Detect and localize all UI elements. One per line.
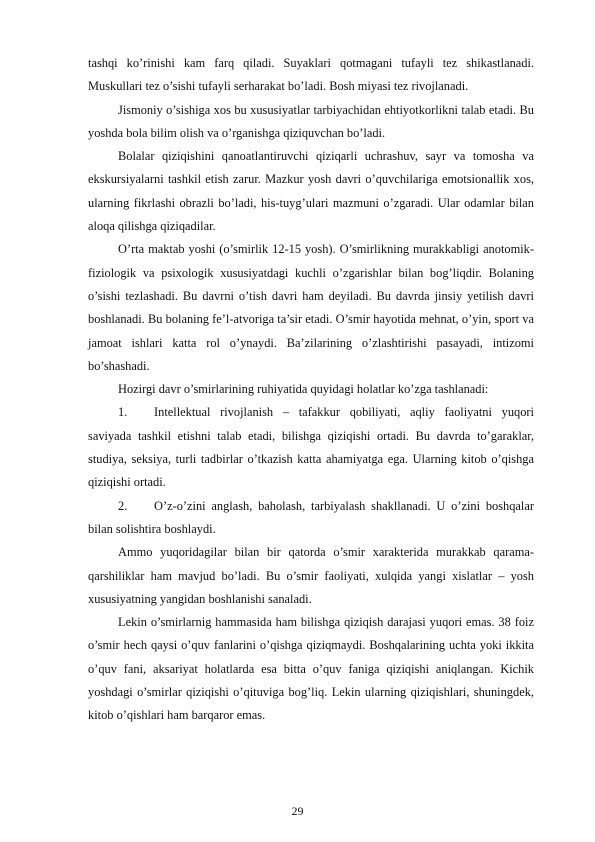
list-item-1-text: Intellektual rivojlanish – tafakkur qobiliyati, aqliy faoliyatni yuqori saviyada tashkil etishni talab etadi, bilishga qiziqishi ortadi. Bu davrda to’garaklar, studiya, seksiya, turli tadbirlar o’tkazish katta ahamiyatga ega. Ularning kitob o’qishga qiziqishi ortadi. <box>88 405 534 490</box>
list-item-2-text: O’z-o’zini anglash, baholash, tarbiyalash shakllanadi. U o’zini boshqalar bilan solishtira boshlaydi. <box>88 498 534 536</box>
document-page <box>88 52 534 728</box>
paragraph-physical-traits: Jismoniy o’sishiga xos bu xususiyatlar tarbiyachidan ehtiyotkorlikni talab etadi. Bu yoshda bola bilim olish va o’rganishga qiziquvchan bo’ladi. <box>88 102 534 140</box>
paragraph-interest-levels: Lekin o’smirlarnig hammasida ham bilishga qiziqish darajasi yuqori emas. 38 foiz o’smir hech qaysi o’quv fanlarini o’qishga qiziqmaydi. Boshqalarining uchta yoki ikkita o’quv fani, aksariyat holatlarda esa bitta o’quv faniga qiziqishi aniqlangan. Kichik yoshdagi o’smirlar qiziqishi o’qituviga bog’liq. Lekin ularning qiziqishlari, shuningdek, kitob o’qishlari ham barqaror emas. <box>88 615 534 723</box>
page-number: 29 <box>291 804 304 818</box>
list-item-2 <box>88 495 534 542</box>
paragraph-current-state: Hozirgi davr o’smirlarining ruhiyatida quyidagi holatlar ko’zga tashlanadi: <box>118 382 489 397</box>
paragraph-middle-school-age: O’rta maktab yoshi (o’smirlik 12-15 yosh). O’smirlikning murakkabligi anotomik-fiziologik va psixologik xususiyatdagi kuchli o’zgarishlar bilan bog’liqdir. Bolaning o’sishi tezlashadi. Bu davrni o’tish davri ham deyiladi. Bu davrda jinsiy yetilish davri boshlanadi. Bu bolaning fe’l-atvoriga ta’sir etadi. O’smir hayotida mehnat, o’yin, sport va jamoat ishlari katta rol o’ynaydi. Ba’zilarining o’zlashtirishi pasayadi, intizomi bo’shashadi. <box>88 242 534 373</box>
list-item-2-number: 2. <box>118 498 128 513</box>
list-item-1-number: 1. <box>118 405 128 420</box>
paragraph-contradictions: Ammo yuqoridagilar bilan bir qatorda o’smir xarakterida murakkab qarama-qarshiliklar ham mavjud bo’ladi. Bu o’smir faoliyati, xulqida yangi xislatlar – yosh xususiyatning yangidan boshlanishi sanaladi. <box>88 545 534 606</box>
paragraph-continuation: tashqi ko’rinishi kam farq qiladi. Suyaklari qotmagani tufayli tez shikastlanadi. Muskullari tez o’sishi tufayli serharakat bo’ladi. Bosh miyasi tez rivojlanadi. <box>88 56 534 94</box>
list-item-1 <box>88 401 534 494</box>
paragraph-interests: Bolalar qiziqishini qanoatlantiruvchi qiziqarli uchrashuv, sayr va tomosha va ekskursiyalarni tashkil etish zarur. Mazkur yosh davri o’quvchilariga emotsionallik xos, ularning fikrlashi obrazli bo’ladi, his-tuyg’ulari mazmuni o’zgaradi. Ular odamlar bilan aloqa qilishga qiziqadilar. <box>88 149 534 234</box>
